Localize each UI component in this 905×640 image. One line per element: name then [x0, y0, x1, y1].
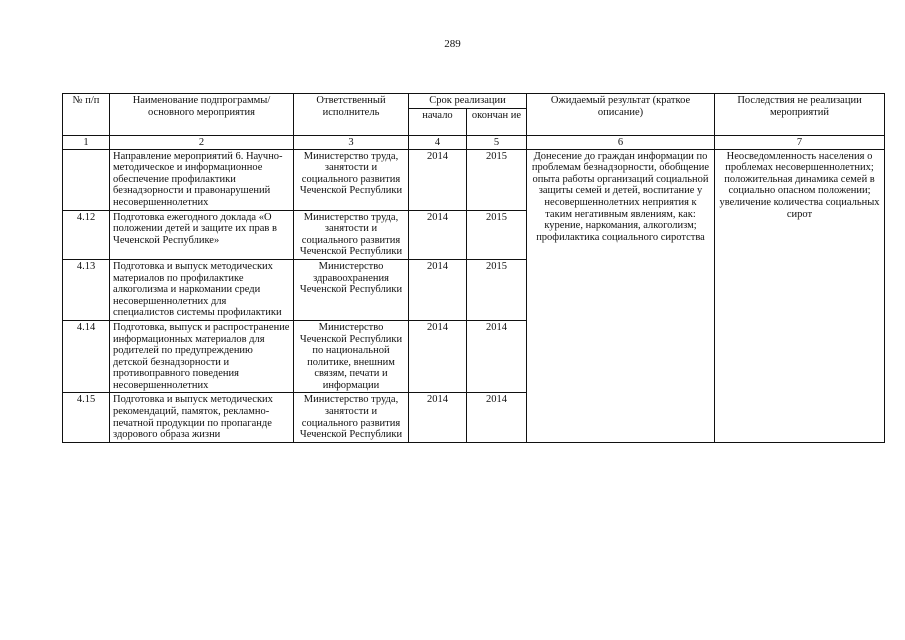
- row-start: 2014: [409, 259, 467, 320]
- column-number: 6: [527, 135, 715, 149]
- row-end: 2015: [467, 149, 527, 210]
- column-number: 2: [110, 135, 294, 149]
- row-executor: Министерство труда, занятости и социального развития Чеченской Республики: [294, 149, 409, 210]
- header-period: Срок реализации: [409, 94, 527, 109]
- header-start: начало: [409, 108, 467, 135]
- row-num: 4.13: [63, 259, 110, 320]
- header-result: Ожидаемый результат (краткое описание): [527, 94, 715, 136]
- header-consequences: Последствия не реализации мероприятий: [715, 94, 885, 136]
- column-number: 4: [409, 135, 467, 149]
- table-row: [63, 149, 885, 210]
- header-end: окончан ие: [467, 108, 527, 135]
- consequences: Неосведомленность населения о проблемах несовершеннолетних; положительная динамика семей в социально опасном положении; увеличение количества социальных сирот: [715, 149, 885, 442]
- row-name: Подготовка ежегодного доклада «О положении детей и защите их прав в Чеченской Республике»: [110, 210, 294, 259]
- program-measures-table: [62, 93, 885, 443]
- expected-result: Донесение до граждан информации по проблемам безнадзорности, обобщение опыта работы организаций социальной защиты семей и детей, воспитание у несовершеннолетних неприятия к таким негативным явлениям, как: курение, наркомания, алкоголизм; профилактика социального сиротства: [527, 149, 715, 442]
- row-name: Направление мероприятий 6. Научно-методическое и информационное обеспечение профилактики безнадзорности и правонарушений несовершеннолетних: [110, 149, 294, 210]
- column-number: 3: [294, 135, 409, 149]
- row-start: 2014: [409, 320, 467, 393]
- row-end: 2014: [467, 320, 527, 393]
- column-number-row: [63, 135, 885, 149]
- column-number: 1: [63, 135, 110, 149]
- row-end: 2014: [467, 393, 527, 442]
- header-executor: Ответственный исполнитель: [294, 94, 409, 136]
- row-num: 4.15: [63, 393, 110, 442]
- column-number: 5: [467, 135, 527, 149]
- row-executor: Министерство Чеченской Республики по национальной политике, внешним связям, печати и информации: [294, 320, 409, 393]
- row-executor: Министерство труда, занятости и социального развития Чеченской Республики: [294, 210, 409, 259]
- row-executor: Министерство здравоохранения Чеченской Республики: [294, 259, 409, 320]
- row-name: Подготовка, выпуск и распространение информационных материалов для родителей по предупреждению детской безнадзорности и противоправного поведения несовершеннолетних: [110, 320, 294, 393]
- header-name: Наименование подпрограммы/ основного мероприятия: [110, 94, 294, 136]
- header-num: № п/п: [63, 94, 110, 136]
- row-end: 2015: [467, 259, 527, 320]
- row-end: 2015: [467, 210, 527, 259]
- row-executor: Министерство труда, занятости и социального развития Чеченской Республики: [294, 393, 409, 442]
- column-number: 7: [715, 135, 885, 149]
- row-num: 4.14: [63, 320, 110, 393]
- row-start: 2014: [409, 149, 467, 210]
- page-number: 289: [444, 38, 461, 50]
- row-num: [63, 149, 110, 210]
- row-name: Подготовка и выпуск методических рекомендаций, памяток, рекламно-печатной продукции по пропаганде здорового образа жизни: [110, 393, 294, 442]
- row-name: Подготовка и выпуск методических материалов по профилактике алкоголизма и наркомании среди несовершеннолетних для специалистов системы профилактики: [110, 259, 294, 320]
- row-start: 2014: [409, 393, 467, 442]
- row-start: 2014: [409, 210, 467, 259]
- row-num: 4.12: [63, 210, 110, 259]
- header-row-top: [63, 94, 885, 109]
